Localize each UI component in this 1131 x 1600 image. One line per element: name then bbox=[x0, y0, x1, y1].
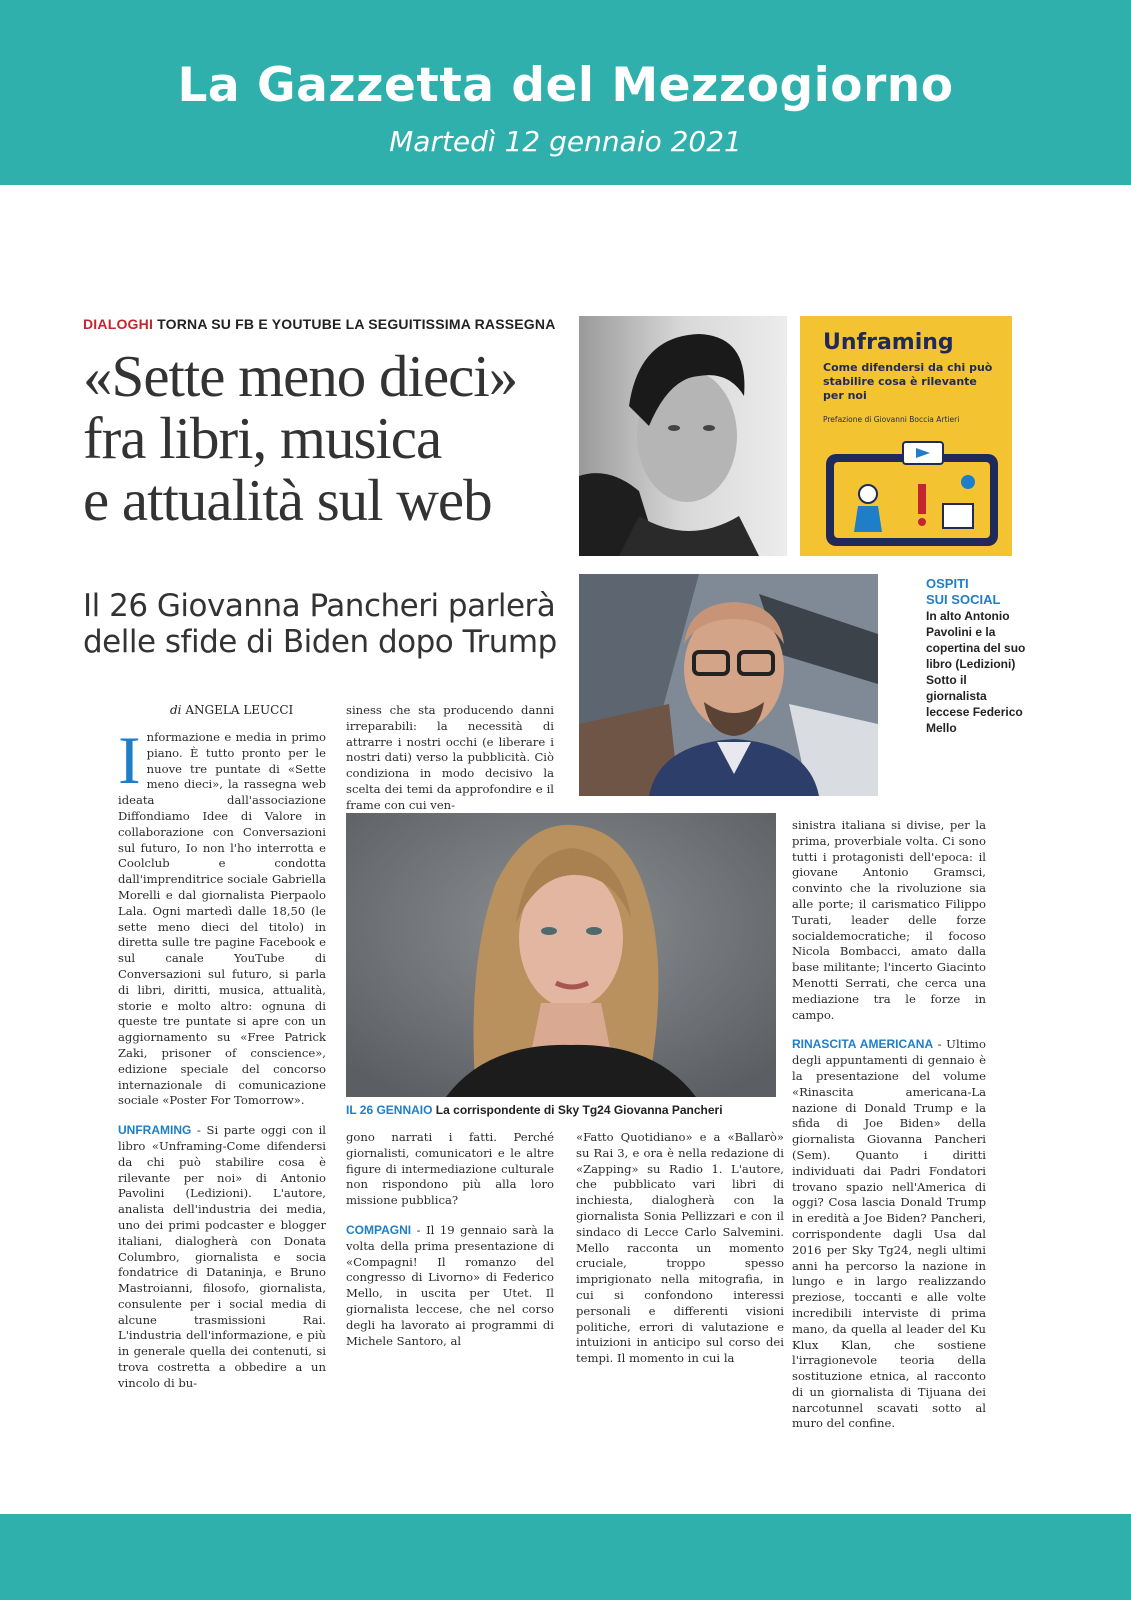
photo-caption bbox=[346, 1103, 723, 1117]
article-byline bbox=[170, 703, 293, 717]
kicker-section: DIALOGHI bbox=[83, 316, 154, 332]
side-caption-title: SUI SOCIAL bbox=[926, 592, 1001, 607]
book-cover-unframing bbox=[800, 316, 1012, 556]
article-paragraph: sinistra italiana si divise, per la prima, proverbiale volta. Ci sono tutti i protagonisti dell'epoca: il giovane Antonio Gramsci, convinto che la rivoluzione sia alle porte; il carismatico Filippo Turati, leader delle forze socialdemocratiche; il focoso Nicola Bombacci, amato dalla base militante; l'incerto Giacinto Menotti Serrati, che cerca una mediazione tra le forze in campo. bbox=[792, 818, 986, 1022]
book-subtitle: Come difendersi da chi può stabilire cosa è rilevante per noi bbox=[823, 361, 993, 402]
kicker-text: TORNA SU FB E YOUTUBE LA SEGUITISSIMA RASSEGNA bbox=[153, 316, 556, 332]
photo-antonio-pavolini bbox=[579, 316, 787, 556]
paragraph-lead: COMPAGNI bbox=[346, 1222, 412, 1237]
photo-giovanna-pancheri bbox=[346, 813, 776, 1097]
paragraph-lead: UNFRAMING bbox=[118, 1123, 192, 1138]
photo-side-caption bbox=[926, 576, 1026, 736]
byline-author: ANGELA LEUCCI bbox=[185, 703, 294, 717]
article-paragraph: RINASCITA AMERICANA - Ultimo degli appuntamenti di gennaio è la presentazione del volume «Rinascita americana-La nazione di Donald Trump e la sfida di Joe Biden» della giornalista Giovanna Pancheri (Sem). Quanto i diritti individuati dai Padri Fondatori trovano spazio nell'America di oggi? Cosa lascia Donald Trump in eredità a Joe Biden? Pancheri, corrispondente dagli Usa dal 2016 per Sky Tg24, negli ultimi anni ha percorso la nazione in lungo e in largo realizzando preziose, toccanti e alle volte incredibili interviste di prima mano, da quella al leader del Ku Klux Klan, che sostiene l'irragionevole teoria della sostituzione etnica, al racconto di un giornalista di Tijuana dei narcotunnel scavati sotto al muro del confine. bbox=[792, 1037, 986, 1431]
headline-line: «Sette meno dieci» bbox=[83, 343, 518, 409]
article-paragraph: «Fatto Quotidiano» e a «Ballarò» su Rai 3, e ora è nella redazione di «Zapping» su Radio 1. L'autore, che pubblicato vari libri di inchiesta, dialogherà con la giornalista Sonia Pellizzari e con il sindaco di Lecce Carlo Salvemini. Mello racconta un momento cruciale, troppo spesso imprigionato nella mitografia, in cui si confondono interessi personali e differenti visioni politiche, errori di valutazione e intuizioni in anticipo sul corso dei tempi. Il momento in cui la bbox=[576, 1130, 784, 1366]
headline-line: e attualità sul web bbox=[83, 467, 492, 533]
footer-banner bbox=[0, 1514, 1131, 1600]
article-paragraph: COMPAGNI - Il 19 gennaio sarà la volta della prima presentazione di «Compagni! Il romanzo del congresso di Livorno» di Federico Mello, in uscita per Utet. Il giornalista leccese, che nel corso degli ha lavorato ai programmi di Michele Santoro, al bbox=[346, 1222, 554, 1348]
article-column-3-bottom bbox=[576, 1130, 784, 1367]
article-column-1 bbox=[118, 722, 326, 1392]
article-paragraph: gono narrati i fatti. Perché giornalisti, comunicatori e le altre figure di intermediazione culturale non rispondono più alla loro missione pubblica? bbox=[346, 1130, 554, 1208]
article-kicker bbox=[83, 316, 556, 332]
article-subhead bbox=[83, 588, 573, 660]
article-column-2-top bbox=[346, 703, 554, 814]
side-caption-title: OSPITI bbox=[926, 576, 969, 591]
book-title: Unframing bbox=[823, 330, 954, 355]
book-preface: Prefazione di Giovanni Boccia Artieri bbox=[823, 415, 960, 424]
book-illustration bbox=[808, 434, 1008, 552]
article-column-4 bbox=[792, 818, 986, 1432]
byline-prefix: di bbox=[170, 703, 182, 717]
paragraph-lead: RINASCITA AMERICANA bbox=[792, 1037, 934, 1052]
side-caption-text: In alto Antonio Pavolini e la copertina del suo libro (Ledizioni) Sotto il giornalista leccese Federico Mello bbox=[926, 609, 1026, 735]
article-paragraph: Informazione e media in primo piano. È tutto pronto per le nuove tre puntate di «Sette meno dieci», la rassegna web ideata dall'associazione Diffondiamo Idee di Valore in collaborazione con Conversazioni sul futuro, Io non l'ho interrotta e Coolclub e condotta dall'imprenditrice sociale Gabriella Morelli e dal giornalista Pierpaolo Lala. Ogni martedì dalle 18,50 (le sette meno dieci del titolo) in diretta sulle tre pagine Facebook e sul canale YouTube di Conversazioni sul futuro, si parla di libri, diritti, musica, attualità, storie e molto altro: ognuna di queste tre puntate si apre con un aggiornamento su «Free Patrick Zaki, prisoner of conscience», edizione speciale del concorso internazionale di comunicazione sociale «Poster For Tomorrow». bbox=[118, 722, 326, 1108]
subhead-line: Il 26 Giovanna Pancheri parlerà bbox=[83, 588, 556, 624]
photo-federico-mello bbox=[579, 574, 878, 796]
subhead-line: delle sfide di Biden dopo Trump bbox=[83, 624, 557, 660]
photo-caption-text: La corrispondente di Sky Tg24 Giovanna Pancheri bbox=[432, 1103, 723, 1117]
article-paragraph: UNFRAMING - Si parte oggi con il libro «Unframing-Come difendersi da chi può stabilire cosa è rilevante per noi» di Antonio Pavolini (Ledizioni). L'autore, analista dell'industria dei media, uno dei primi podcaster e blogger italiani, dialogherà con Donata Columbro, giornalista e socia fondatrice di Dataninja, e Bruno Mastroianni, filosofo, giornalista, consulente per i social media di alcune trasmissioni Rai. L'industria dell'informazione, e più in generale quella dei contenuti, si trova costretta a obbedire a un vincolo di bu- bbox=[118, 1123, 326, 1390]
photo-caption-lead: IL 26 GENNAIO bbox=[346, 1103, 433, 1117]
article-column-2-bottom bbox=[346, 1130, 554, 1349]
article-paragraph: siness che sta producendo danni irreparabili: la necessità di attrarre i nostri occhi (e liberare i nostri dati) verso la pubblicità. Ciò condiziona in modo decisivo la scelta dei temi da approfondire e il frame con cui ven- bbox=[346, 703, 554, 812]
drop-cap: I bbox=[118, 722, 141, 798]
article-headline bbox=[83, 345, 553, 531]
masthead-title: La Gazzetta del Mezzogiorno bbox=[177, 58, 954, 113]
headline-line: fra libri, musica bbox=[83, 405, 442, 471]
masthead-date: Martedì 12 gennaio 2021 bbox=[389, 125, 742, 158]
